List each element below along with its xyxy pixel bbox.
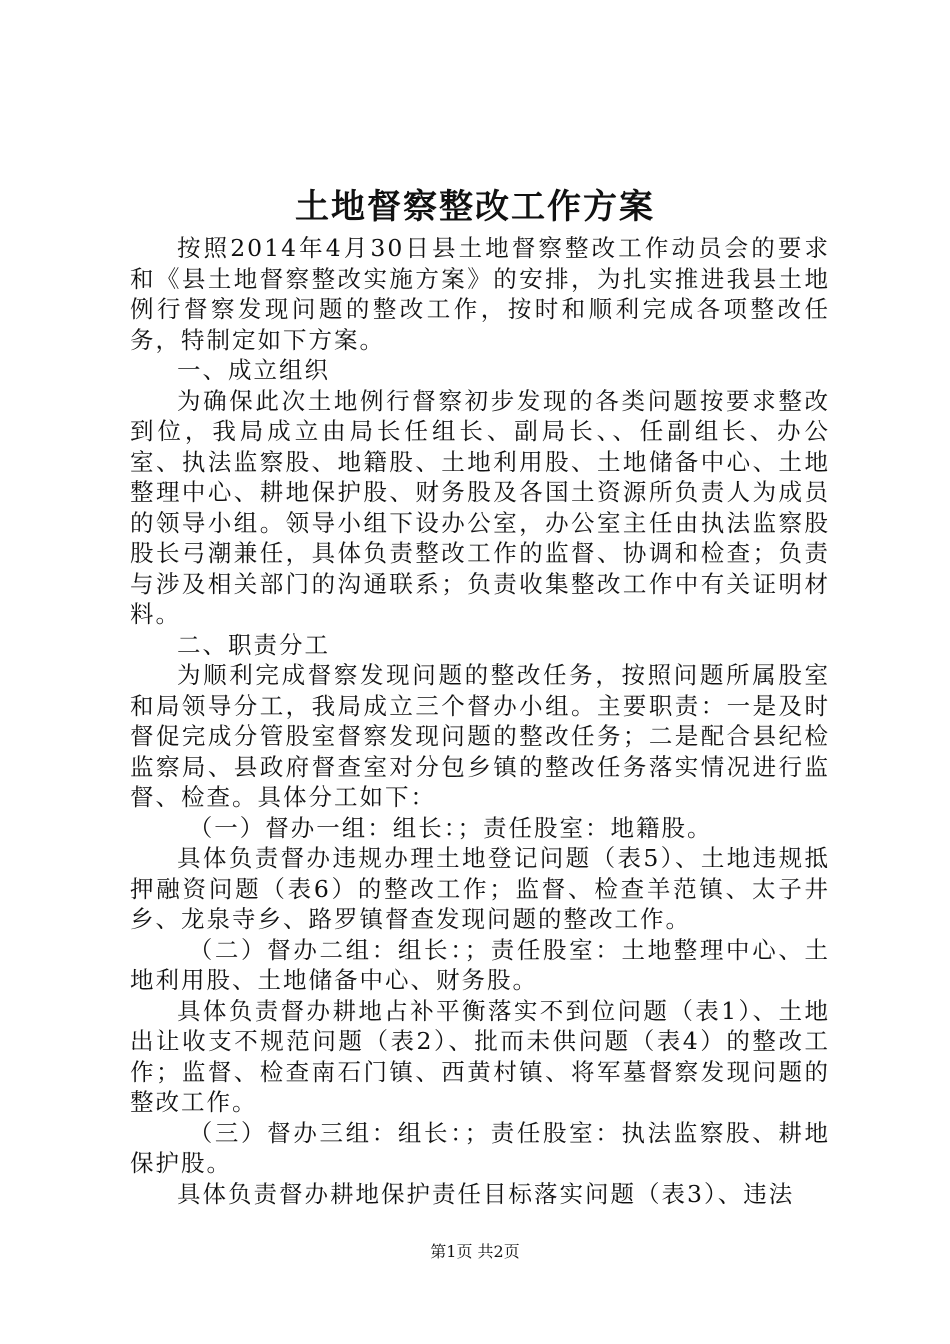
group-two-heading: （二）督办二组：组长：；责任股室：土地整理中心、土地利用股、土地储备中心、财务股。 bbox=[130, 935, 830, 994]
duties-paragraph: 为顺利完成督察发现问题的整改任务，按照问题所属股室和局领导分工，我局成立三个督办小组。主要职责：一是及时督促完成分管股室督察发现问题的整改任务；二是配合县纪检监察局、县政府督查室对分包乡镇的整改任务落实情况进行监督、检查。具体分工如下： bbox=[130, 661, 830, 811]
intro-paragraph: 按照2014年4月30日县土地督察整改工作动员会的要求和《县土地督察整改实施方案》的安排，为扎实推进我县土地例行督察发现问题的整改工作，按时和顺利完成各项整改任务，特制定如下方案。 bbox=[130, 234, 830, 354]
section-heading-duties: 二、职责分工 bbox=[177, 630, 330, 659]
group-one-heading: （一）督办一组：组长：；责任股室：地籍股。 bbox=[188, 813, 713, 842]
organization-paragraph: 为确保此次土地例行督察初步发现的各类问题按要求整改到位，我局成立由局长任组长、副局长、、任副组长、办公室、执法监察股、地籍股、土地利用股、土地储备中心、土地整理中心、耕地保护股、财务股及各国土资源所负责人为成员的领导小组。领导小组下设办公室，办公室主任由执法监察股股长弓潮兼任，具体负责整改工作的监督、协调和检查；负责与涉及相关部门的沟通联系；负责收集整改工作中有关证明材料。 bbox=[130, 386, 830, 628]
group-three-paragraph: 具体负责督办耕地保护责任目标落实问题（表3）、违法 bbox=[177, 1179, 795, 1208]
section-heading-organization: 一、成立组织 bbox=[177, 356, 330, 384]
group-three-heading: （三）督办三组：组长：；责任股室：执法监察股、耕地保护股。 bbox=[130, 1118, 830, 1177]
document-body bbox=[130, 233, 830, 1209]
document-title: 土地督察整改工作方案 bbox=[295, 187, 655, 227]
page-number-footer: 第1页 共2页 bbox=[430, 1242, 520, 1261]
group-two-paragraph: 具体负责督办耕地占补平衡落实不到位问题（表1）、土地出让收支不规范问题（表2）、批而未供问题（表4）的整改工作；监督、检查南石门镇、西黄村镇、将军墓督察发现问题的整改工作。 bbox=[130, 996, 830, 1116]
group-one-paragraph: 具体负责督办违规办理土地登记问题（表5）、土地违规抵押融资问题（表6）的整改工作；监督、检查羊范镇、太子井乡、龙泉寺乡、路罗镇督查发现问题的整改工作。 bbox=[130, 844, 830, 933]
